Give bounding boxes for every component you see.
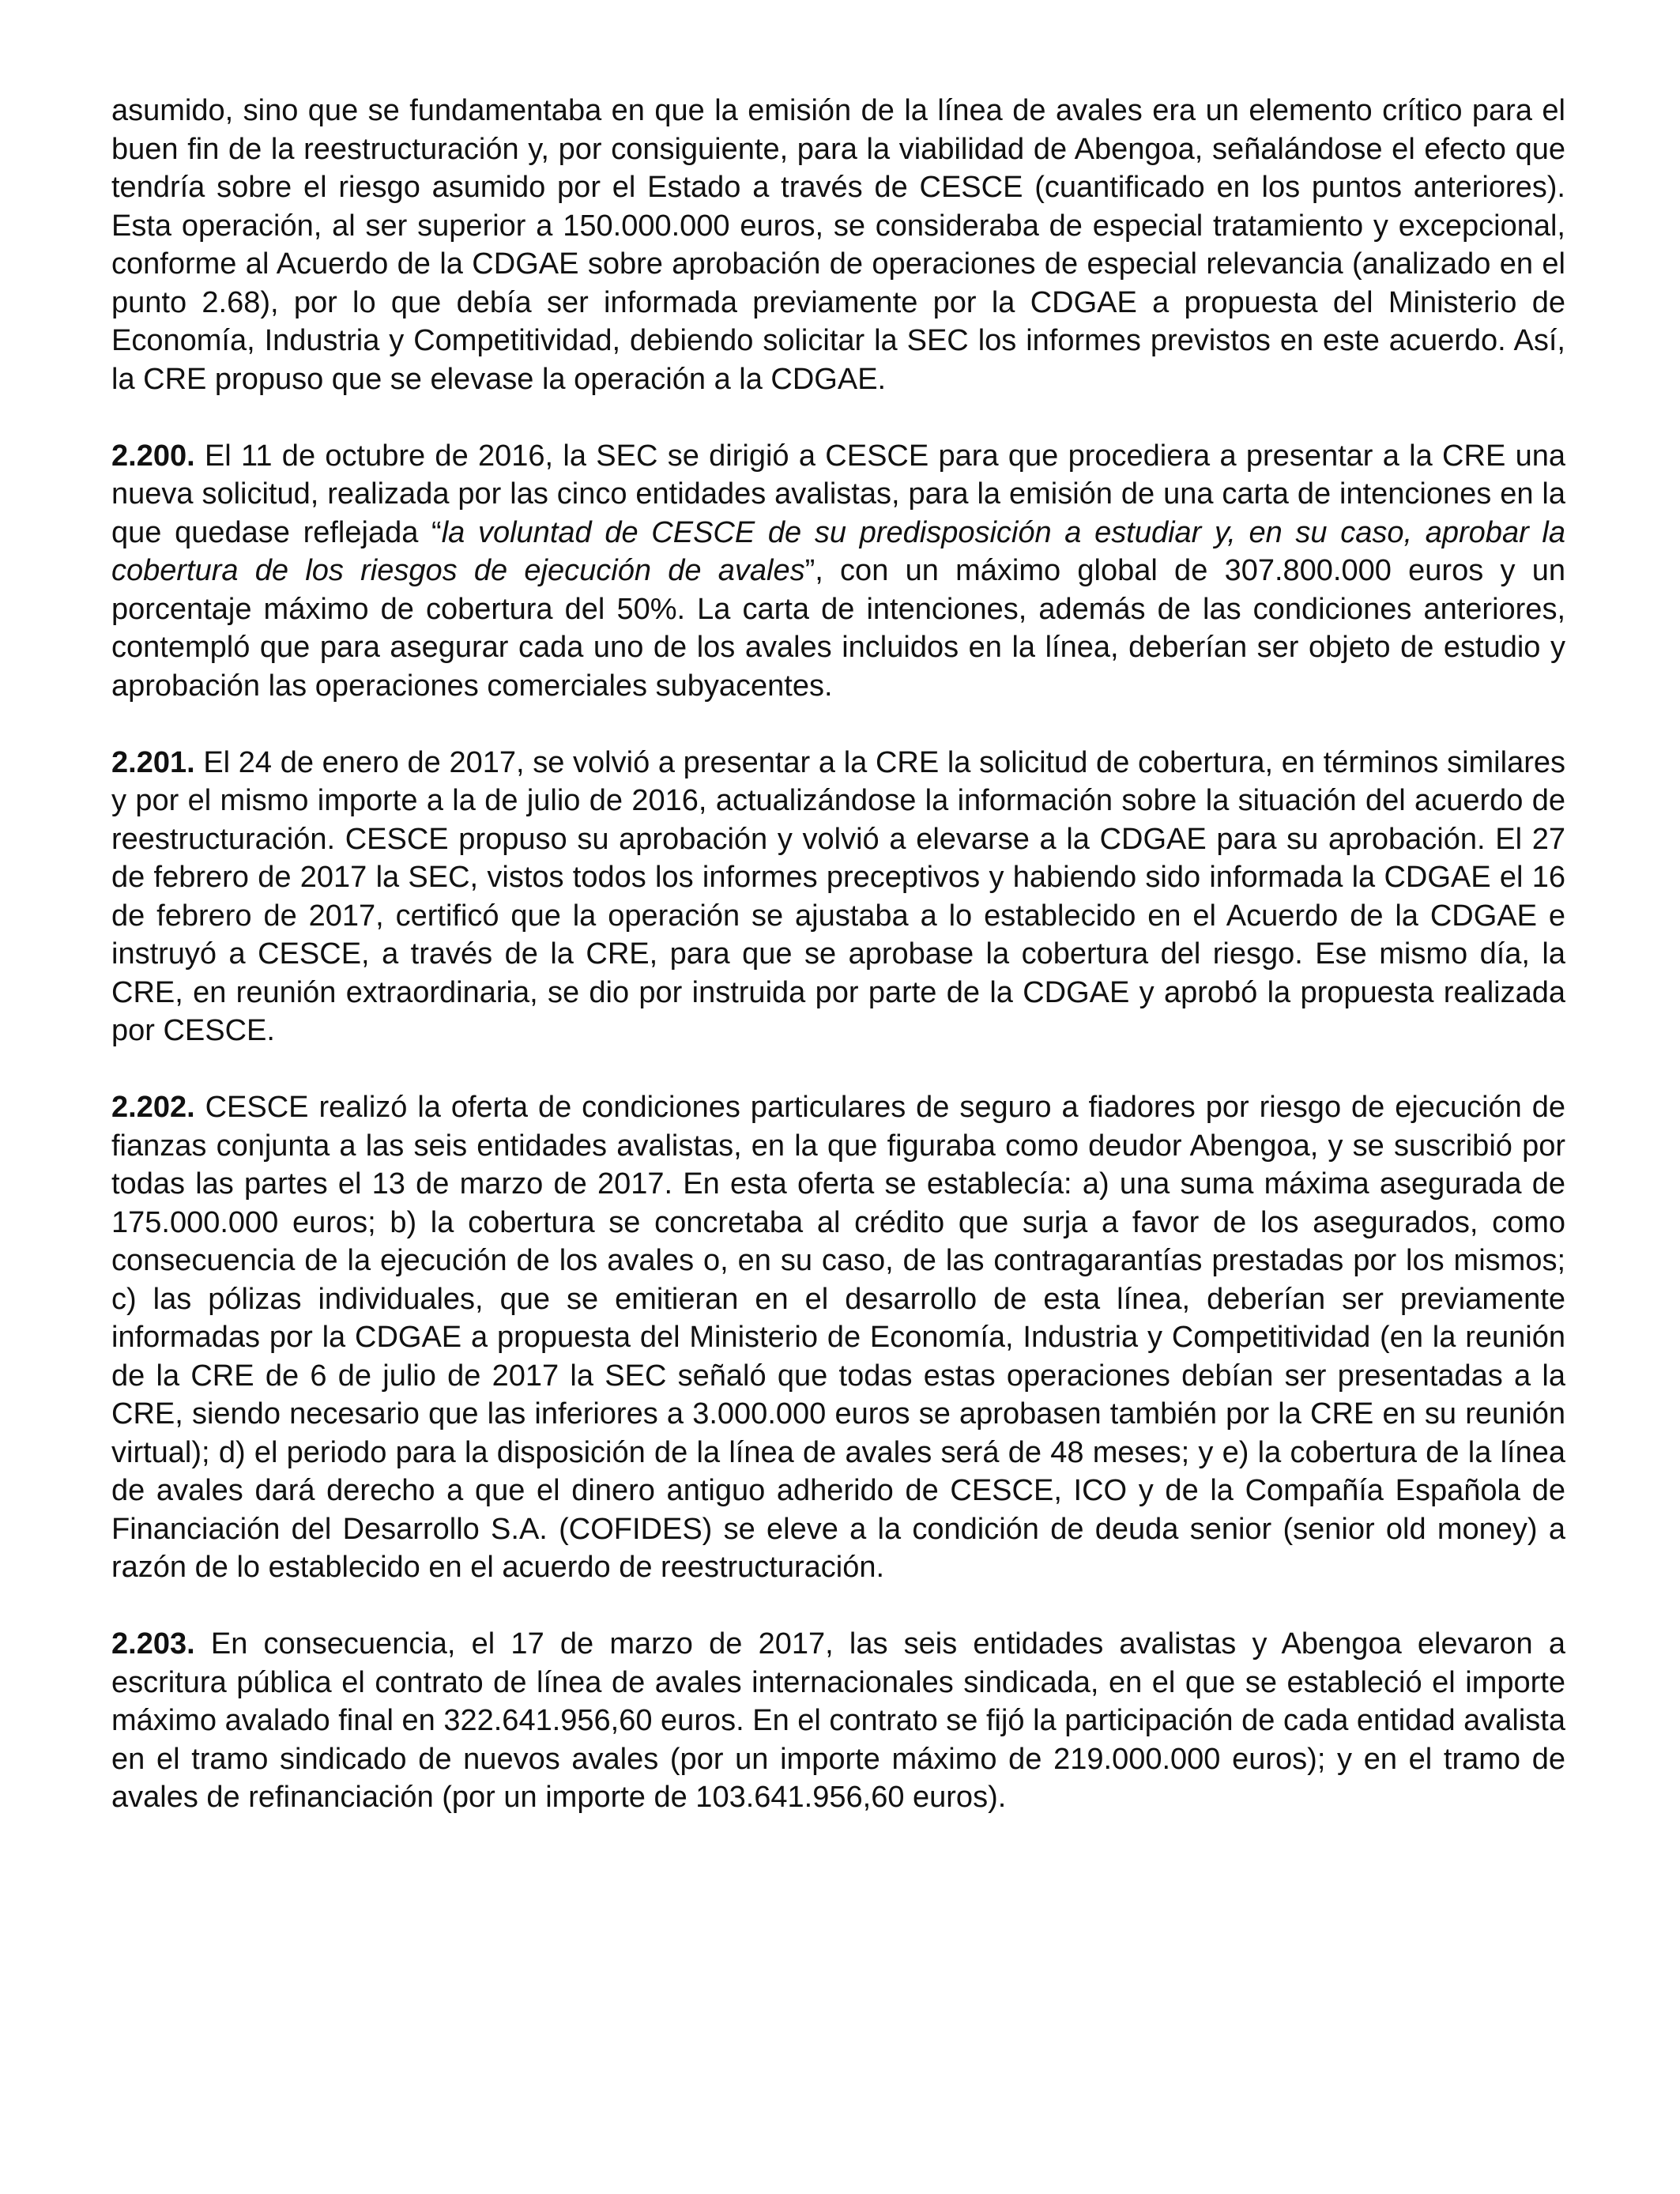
paragraph-continuation xyxy=(111,92,1565,398)
paragraph-number: 2.201. xyxy=(111,745,195,779)
paragraph-text: CESCE realizó la oferta de condiciones particulares de seguro a fiadores por riesgo de ejecución de fianzas conjunta a las seis entidades avalistas, en la que figuraba como deudor Abengoa, y se suscribió por todas las partes el 13 de marzo de 2017. En esta oferta se establecía: a) una suma máxima asegurada de 175.000.000 euros; b) la cobertura se concretaba al crédito que surja a favor de los asegurados, como consecuencia de la ejecución de los avales o, en su caso, de las contragarantías prestadas por los mismos; c) las pólizas individuales, que se emitieran en el desarrollo de esta línea, deberían ser previamente informadas por la CDGAE a propuesta del Ministerio de Economía, Industria y Competitividad (en la reunión de la CRE de 6 de julio de 2017 la SEC señaló que todas estas operaciones debían ser presentadas a la CRE, siendo necesario que las inferiores a 3.000.000 euros se aprobasen también por la CRE en su reunión virtual); d) el periodo para la disposición de la línea de avales será de 48 meses; y e) la cobertura de la línea de avales dará derecho a que el dinero antiguo adherido de CESCE, ICO y de la Compañía Española de Financiación del Desarrollo S.A. (COFIDES) se eleve a la condición de deuda senior (senior old money) a razón de lo establecido en el acuerdo de reestructuración. xyxy=(111,1091,1565,1584)
paragraph-text: El 11 de octubre de 2016, la SEC se dirigió a CESCE para que procediera a presentar a la CRE una nueva solicitud, realizada por las cinco entidades avalistas, para la emisión de una carta de intenciones en la que quedase reflejada “ xyxy=(111,439,1565,549)
document-page xyxy=(111,92,1565,1855)
paragraph-text: En consecuencia, el 17 de marzo de 2017, las seis entidades avalistas y Abengoa elevaron a escritura pública el contrato de línea de avales internacionales sindicada, en el que se estableció el importe máximo avalado final en 322.641.956,60 euros. En el contrato se fijó la participación de cada entidad avalista en el tramo sindicado de nuevos avales (por un importe máximo de 219.000.000 euros); y en el tramo de avales de refinanciación (por un importe de 103.641.956,60 euros). xyxy=(111,1627,1565,1814)
paragraph-2-201 xyxy=(111,744,1565,1050)
paragraph-2-202 xyxy=(111,1088,1565,1587)
paragraph-number: 2.203. xyxy=(111,1627,195,1661)
paragraph-text-end: ”, con un máximo global de 307.800.000 euros y un porcentaje máximo de cobertura del 50%. La carta de intenciones, además de las condiciones anteriores, contempló que para asegurar cada uno de los avales incluidos en la línea, deberían ser objeto de estudio y aprobación las operaciones comerciales subyacentes. xyxy=(111,554,1565,703)
paragraph-text: El 24 de enero de 2017, se volvió a presentar a la CRE la solicitud de cobertura, en términos similares y por el mismo importe a la de julio de 2016, actualizándose la información sobre la situación del acuerdo de reestructuración. CESCE propuso su aprobación y volvió a elevarse a la CDGAE para su aprobación. El 27 de febrero de 2017 la SEC, vistos todos los informes preceptivos y habiendo sido informada la CDGAE el 16 de febrero de 2017, certificó que la operación se ajustaba a lo establecido en el Acuerdo de la CDGAE e instruyó a CESCE, a través de la CRE, para que se aprobase la cobertura del riesgo. Ese mismo día, la CRE, en reunión extraordinaria, se dio por instruida por parte de la CDGAE y aprobó la propuesta realizada por CESCE. xyxy=(111,745,1565,1047)
paragraph-2-203 xyxy=(111,1625,1565,1817)
paragraph-2-200 xyxy=(111,437,1565,706)
paragraph-text: asumido, sino que se fundamentaba en que la emisión de la línea de avales era un elemento crítico para el buen fin de la reestructuración y, por consiguiente, para la viabilidad de Abengoa, señalándose el efecto que tendría sobre el riesgo asumido por el Estado a través de CESCE (cuantificado en los puntos anteriores). Esta operación, al ser superior a 150.000.000 euros, se consideraba de especial tratamiento y excepcional, conforme al Acuerdo de la CDGAE sobre aprobación de operaciones de especial relevancia (analizado en el punto 2.68), por lo que debía ser informada previamente por la CDGAE a propuesta del Ministerio de Economía, Industria y Competitividad, debiendo solicitar la SEC los informes previstos en este acuerdo. Así, la CRE propuso que se elevase la operación a la CDGAE. xyxy=(111,94,1565,396)
paragraph-quote: la voluntad de CESCE de su predisposición a estudiar y, en su caso, aprobar la cobertura de los riesgos de ejecución de avales xyxy=(111,515,1565,587)
paragraph-number: 2.202. xyxy=(111,1091,195,1124)
paragraph-number: 2.200. xyxy=(111,439,195,473)
